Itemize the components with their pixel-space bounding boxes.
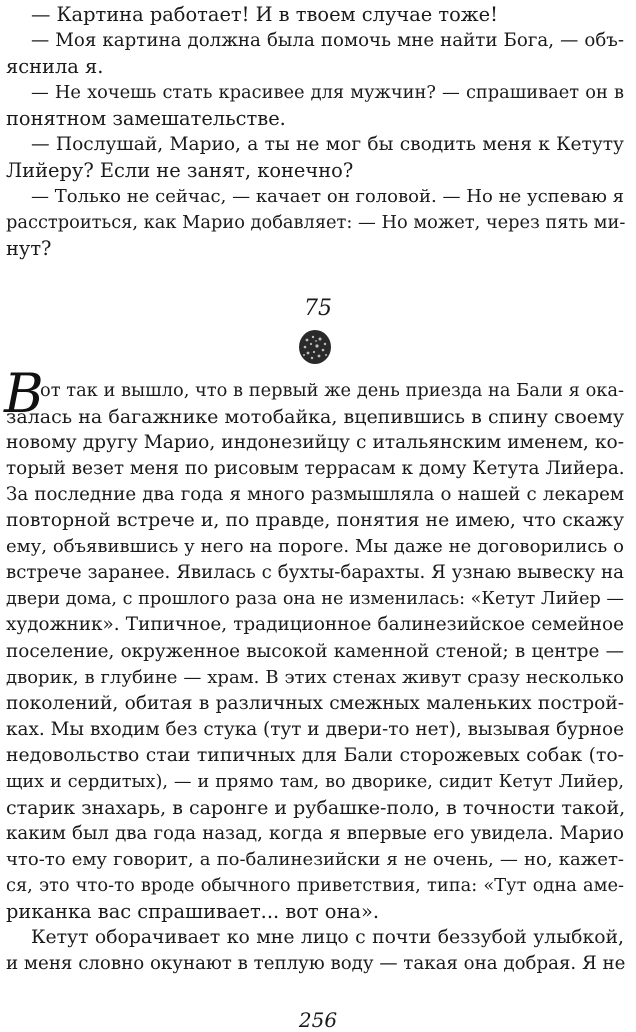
text-line: что-то ему говорит, а по-балинезийски я не очень, — но, кажет-	[6, 849, 624, 870]
text-line: художник». Типичное, традиционное балинезийское семейное	[6, 614, 624, 635]
text-line: Кетут оборачивает ко мне лицо с почти беззубой улыбкой,	[31, 927, 624, 948]
text-line: — Не хочешь стать красивее для мужчин? — спрашивает он в	[31, 82, 624, 103]
text-line: риканка вас спрашивает... вот она».	[6, 900, 379, 923]
text-line: торый везет меня по рисовым террасам к дому Кетута Лийера.	[6, 458, 625, 479]
text-line: ся, это что-то вроде обычного приветствия, типа: «Тут одна аме-	[6, 875, 624, 896]
text-line: повторной встрече и, по правде, понятия не имею, что скажу	[6, 510, 624, 531]
text-line: и меня словно окунают в теплую воду — такая она добрая. Я не	[6, 953, 626, 974]
text-line: недовольство стаи типичных для Бали сторожевых собак (то-	[6, 745, 624, 766]
page-number: 256	[298, 1008, 338, 1032]
chapter-number: 75	[304, 296, 332, 321]
text-line: щих и сердитых), — и прямо там, во дворике, сидит Кетут Лийер,	[6, 772, 624, 792]
text-line: дворик, в глубине — храм. В этих стенах живут сразу несколько	[6, 667, 624, 688]
text-line: от так и вышло, что в первый же день приезда на Бали я ока-	[40, 380, 624, 401]
drop-cap: В	[4, 362, 44, 425]
text-line: — Картина работает! И в твоем случае тоже!	[31, 3, 498, 26]
text-line: залась на багажнике мотобайка, вцепившись в спину своему	[6, 406, 624, 428]
text-line: двери дома, с прошлого раза она не изменилась: «Кетут Лийер —	[6, 589, 624, 609]
text-line: понятном замешательстве.	[6, 107, 286, 130]
text-line: каким был два года назад, когда я впервые его увидела. Марио	[6, 823, 624, 844]
text-line: встрече заранее. Явилась с бухты-барахты. Я узнаю вывеску на	[6, 562, 624, 583]
text-line: — Только не сейчас, — качает он головой. — Но не успеваю я	[31, 186, 624, 207]
text-line: поколений, обитая в различных смежных маленьких построй-	[6, 693, 624, 714]
text-line: нут?	[6, 237, 52, 260]
text-line: расстроиться, как Марио добавляет: — Но может, через пять ми-	[6, 212, 626, 233]
text-line: — Моя картина должна была помочь мне найти Бога, — объ-	[31, 30, 624, 51]
text-line: новому другу Марио, индонезийцу с итальянским именем, ко-	[6, 432, 624, 453]
text-line: поселение, окруженное высокой каменной стеной; в центре —	[6, 641, 624, 662]
text-line: старик знахарь, в саронге и рубашке-поло, в точности такой,	[6, 797, 626, 819]
text-line: За последние два года я много размышляла о нашей с лекарем	[6, 484, 624, 505]
text-line: яснила я.	[6, 55, 104, 78]
text-line: Лийеру? Если не занят, конечно?	[6, 159, 354, 182]
chapter-ornament-icon	[297, 328, 333, 366]
text-line: ему, объявившись у него на пороге. Мы даже не договорились о	[6, 536, 624, 557]
text-line: ках. Мы входим без стука (тут и двери-то нет), вызывая бурное	[6, 719, 624, 740]
text-line: — Послушай, Марио, а ты не мог бы сводить меня к Кетуту	[31, 134, 624, 155]
